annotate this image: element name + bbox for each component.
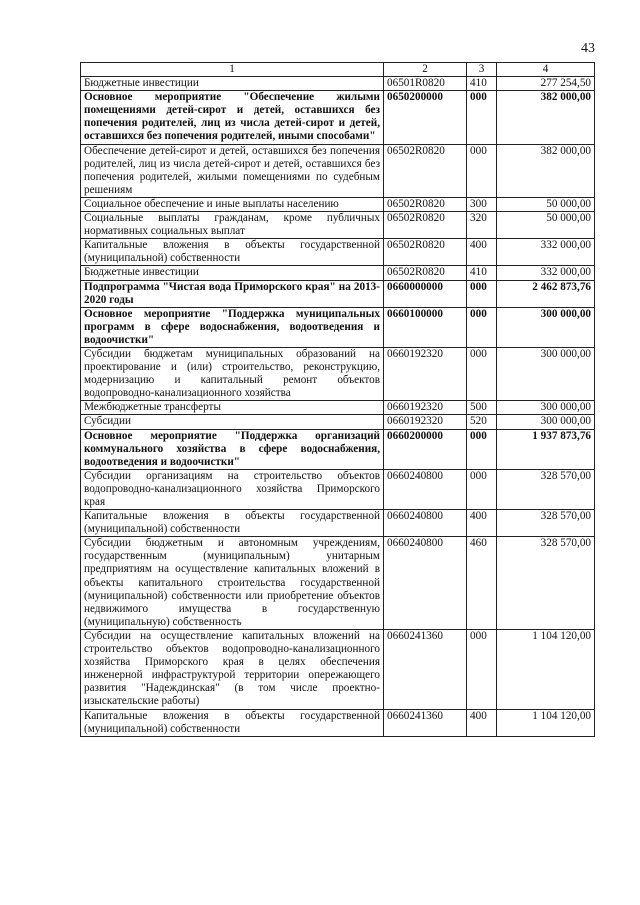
row-amount: 300 000,00 — [497, 347, 595, 400]
row-code: 06502R0820 — [384, 197, 467, 211]
row-type: 000 — [467, 91, 497, 144]
table-row — [81, 401, 595, 415]
row-type: 000 — [467, 629, 497, 709]
row-name: Основное мероприятие "Поддержка организаций коммунального хозяйства в сфере водоснабжения, водоотведения и водоочистки" — [81, 429, 384, 469]
row-name: Капитальные вложения в объекты государственной (муниципальной) собственности — [81, 709, 384, 736]
row-type: 520 — [467, 415, 497, 429]
row-code: 0660192320 — [384, 415, 467, 429]
row-type: 300 — [467, 197, 497, 211]
table-row — [81, 347, 595, 400]
row-type: 320 — [467, 212, 497, 239]
table-row — [81, 510, 595, 537]
table-row — [81, 266, 595, 280]
row-type: 410 — [467, 77, 497, 91]
row-amount: 328 570,00 — [497, 510, 595, 537]
row-name: Субсидии — [81, 415, 384, 429]
row-code: 0660100000 — [384, 307, 467, 347]
table-header-row — [81, 63, 595, 77]
header-cell-1: 1 — [81, 63, 384, 77]
table-row — [81, 280, 595, 307]
row-type: 000 — [467, 307, 497, 347]
row-name: Социальное обеспечение и иные выплаты населению — [81, 197, 384, 211]
row-amount: 382 000,00 — [497, 91, 595, 144]
row-amount: 277 254,50 — [497, 77, 595, 91]
page-number: 43 — [581, 41, 595, 56]
row-type: 400 — [467, 510, 497, 537]
table-row — [81, 77, 595, 91]
row-amount: 332 000,00 — [497, 266, 595, 280]
row-code: 0660240800 — [384, 469, 467, 509]
row-name: Межбюджетные трансферты — [81, 401, 384, 415]
row-amount: 382 000,00 — [497, 144, 595, 197]
row-code: 0660192320 — [384, 401, 467, 415]
row-name: Основное мероприятие "Обеспечение жилыми помещениями детей-сирот и детей, оставшихся без попечения родителей, лиц из числа детей-сирот и детей, оставшихся без попечения родителей, иными способами" — [81, 91, 384, 144]
header-cell-2: 2 — [384, 63, 467, 77]
table-row — [81, 144, 595, 197]
table-row — [81, 415, 595, 429]
row-code: 06502R0820 — [384, 239, 467, 266]
row-amount: 1 937 873,76 — [497, 429, 595, 469]
row-code: 0660200000 — [384, 429, 467, 469]
row-code: 06502R0820 — [384, 144, 467, 197]
row-code: 06502R0820 — [384, 266, 467, 280]
row-amount: 332 000,00 — [497, 239, 595, 266]
row-amount: 328 570,00 — [497, 537, 595, 630]
row-amount: 300 000,00 — [497, 307, 595, 347]
row-amount: 300 000,00 — [497, 415, 595, 429]
row-name: Субсидии на осуществление капитальных вложений на строительство объектов водопроводно-канализационного хозяйства Приморского края в целях обеспечения инженерной инфраструктурой территории опережающего развития "Надеждинская" (в том числе проектно-изыскательские работы) — [81, 629, 384, 709]
table-row — [81, 197, 595, 211]
row-amount: 1 104 120,00 — [497, 709, 595, 736]
table-row — [81, 537, 595, 630]
header-cell-4: 4 — [497, 63, 595, 77]
row-name: Обеспечение детей-сирот и детей, оставшихся без попечения родителей, лиц из числа детей-сирот и детей, оставшихся без попечения родителей, жилыми помещениями по судебным решениям — [81, 144, 384, 197]
row-type: 000 — [467, 144, 497, 197]
row-name: Капитальные вложения в объекты государственной (муниципальной) собственности — [81, 239, 384, 266]
table-row — [81, 91, 595, 144]
row-name: Субсидии бюджетным и автономным учреждениям, государственным (муниципальным) унитарным предприятиям на осуществление капитальных вложений в объекты капитального строительства государственной (муниципальной) собственности или приобретение объектов недвижимого имущества в государственную (муниципальную) собственность — [81, 537, 384, 630]
row-name: Капитальные вложения в объекты государственной (муниципальной) собственности — [81, 510, 384, 537]
row-code: 0660240800 — [384, 537, 467, 630]
row-type: 000 — [467, 280, 497, 307]
row-amount: 1 104 120,00 — [497, 629, 595, 709]
row-amount: 300 000,00 — [497, 401, 595, 415]
row-name: Бюджетные инвестиции — [81, 266, 384, 280]
row-name: Подпрограмма "Чистая вода Приморского края" на 2013-2020 годы — [81, 280, 384, 307]
row-code: 0660241360 — [384, 629, 467, 709]
row-name: Субсидии бюджетам муниципальных образований на проектирование и (или) строительство, реконструкцию, модернизацию и капитальный ремонт объектов водопроводно-канализационного хозяйства — [81, 347, 384, 400]
row-type: 460 — [467, 537, 497, 630]
row-code: 0660240800 — [384, 510, 467, 537]
row-code: 0650200000 — [384, 91, 467, 144]
row-code: 06502R0820 — [384, 212, 467, 239]
row-type: 000 — [467, 347, 497, 400]
row-name: Субсидии организациям на строительство объектов водопроводно-канализационного хозяйства Приморского края — [81, 469, 384, 509]
row-code: 0660192320 — [384, 347, 467, 400]
header-cell-3: 3 — [467, 63, 497, 77]
row-amount: 50 000,00 — [497, 197, 595, 211]
table-row — [81, 429, 595, 469]
row-code: 0660241360 — [384, 709, 467, 736]
table-row — [81, 709, 595, 736]
row-type: 500 — [467, 401, 497, 415]
budget-table — [80, 62, 595, 737]
table-row — [81, 239, 595, 266]
table-row — [81, 629, 595, 709]
row-type: 000 — [467, 429, 497, 469]
row-amount: 328 570,00 — [497, 469, 595, 509]
row-type: 410 — [467, 266, 497, 280]
row-code: 06501R0820 — [384, 77, 467, 91]
table-row — [81, 212, 595, 239]
row-name: Социальные выплаты гражданам, кроме публичных нормативных социальных выплат — [81, 212, 384, 239]
row-name: Основное мероприятие "Поддержка муниципальных программ в сфере водоснабжения, водоотведения и водоочистки" — [81, 307, 384, 347]
row-type: 400 — [467, 239, 497, 266]
row-type: 000 — [467, 469, 497, 509]
row-amount: 50 000,00 — [497, 212, 595, 239]
row-type: 400 — [467, 709, 497, 736]
row-name: Бюджетные инвестиции — [81, 77, 384, 91]
table-row — [81, 307, 595, 347]
row-amount: 2 462 873,76 — [497, 280, 595, 307]
row-code: 0660000000 — [384, 280, 467, 307]
table-row — [81, 469, 595, 509]
